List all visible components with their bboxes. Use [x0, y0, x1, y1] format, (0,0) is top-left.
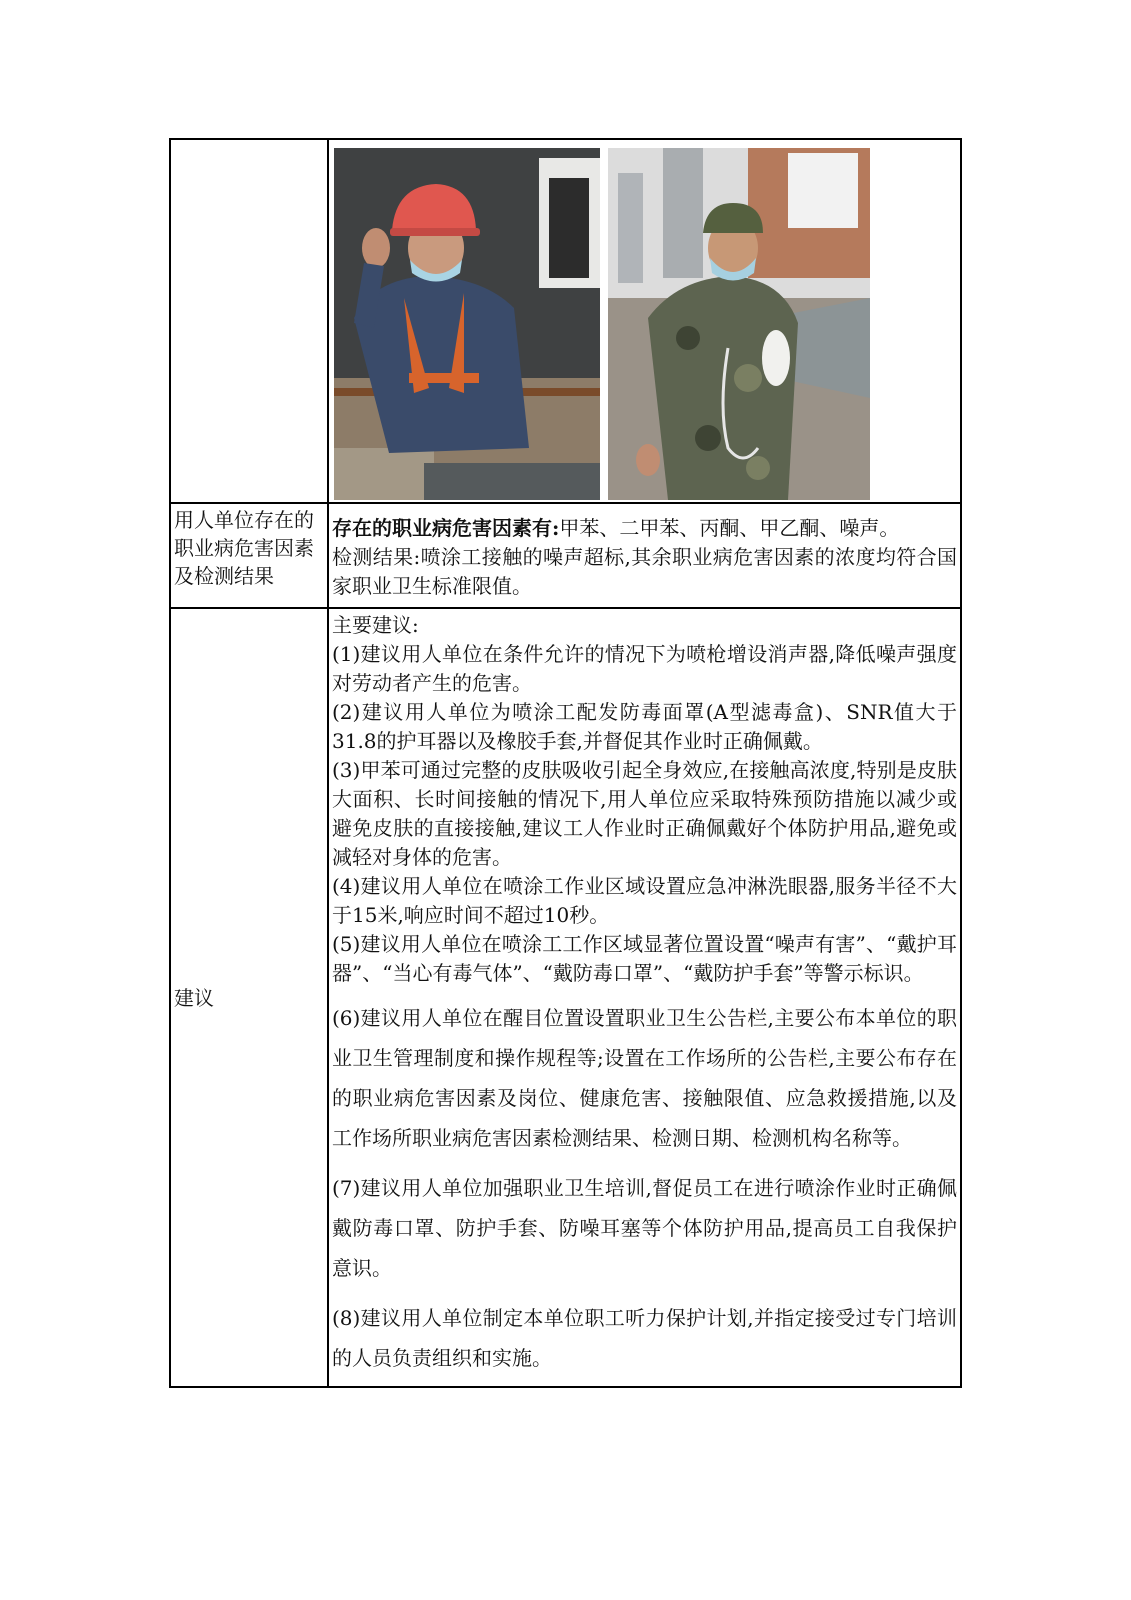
advice-heading: 主要建议: — [332, 613, 419, 637]
advice-item-6: (6)建议用人单位在醒目位置设置职业卫生公告栏,主要公布本单位的职业卫生管理制度和操作规程等;设置在工作场所的公告栏,主要公布存在的职业病危害因素及岗位、健康危害、接触限值、应急救援措施,以及工作场所职业病危害因素检测结果、检测日期、检测机构名称等。 — [332, 1006, 957, 1150]
advice-item-5: (5)建议用人单位在喷涂工工作区域显著位置设置“噪声有害”、“戴护耳器”、“当心有毒气体”、“戴防毒口罩”、“戴防护手套”等警示标识。 — [332, 932, 957, 985]
advice-item-8: (8)建议用人单位制定本单位职工听力保护计划,并指定接受过专门培训的人员负责组织和实施。 — [332, 1306, 957, 1370]
advice-item-7: (7)建议用人单位加强职业卫生培训,督促员工在进行喷涂作业时正确佩戴防毒口罩、防护手套、防噪耳塞等个体防护用品,提高员工自我保护意识。 — [332, 1176, 957, 1280]
hazard-row-label: 用人单位存在的职业病危害因素及检测结果 — [170, 503, 328, 608]
detection-result: 检测结果:喷涂工接触的噪声超标,其余职业病危害因素的浓度均符合国家职业卫生标准限值。 — [332, 545, 957, 598]
advice-row-label: 建议 — [170, 608, 328, 1387]
worker-spray-gun-icon — [608, 148, 870, 500]
advice-item-1: (1)建议用人单位在条件允许的情况下为喷枪增设消声器,降低噪声强度对劳动者产生的危害。 — [332, 642, 957, 695]
photo-row — [170, 139, 961, 503]
hazard-factors-list: 甲苯、二甲苯、丙酮、甲乙酮、噪声。 — [559, 516, 900, 540]
advice-row — [170, 608, 961, 1387]
hazard-row-content — [328, 503, 961, 608]
advice-item-3: (3)甲苯可通过完整的皮肤吸收引起全身效应,在接触高浓度,特别是皮肤大面积、长时间接触的情况下,用人单位应采取特殊预防措施以减少或避免皮肤的直接接触,建议工人作业时正确佩戴好个体防护用品,避免或减轻对身体的危害。 — [332, 758, 957, 869]
advice-row-content — [328, 608, 961, 1387]
hazard-row — [170, 503, 961, 608]
worker-red-hardhat-icon — [334, 148, 600, 500]
worker-red-hardhat-photo — [334, 148, 600, 500]
advice-item-4: (4)建议用人单位在喷涂工作业区域设置应急冲淋洗眼器,服务半径不大于15米,响应时间不超过10秒。 — [332, 874, 957, 927]
photo-row-label-cell — [170, 139, 328, 503]
hazard-factors-lead: 存在的职业病危害因素有: — [332, 516, 560, 540]
photo-cell — [328, 139, 961, 503]
worker-spray-gun-photo — [608, 148, 870, 500]
advice-item-2: (2)建议用人单位为喷涂工配发防毒面罩(A型滤毒盒)、SNR值大于31.8的护耳器以及橡胶手套,并督促其作业时正确佩戴。 — [332, 700, 957, 753]
report-table — [169, 138, 962, 1388]
hazard-factors — [332, 514, 957, 543]
